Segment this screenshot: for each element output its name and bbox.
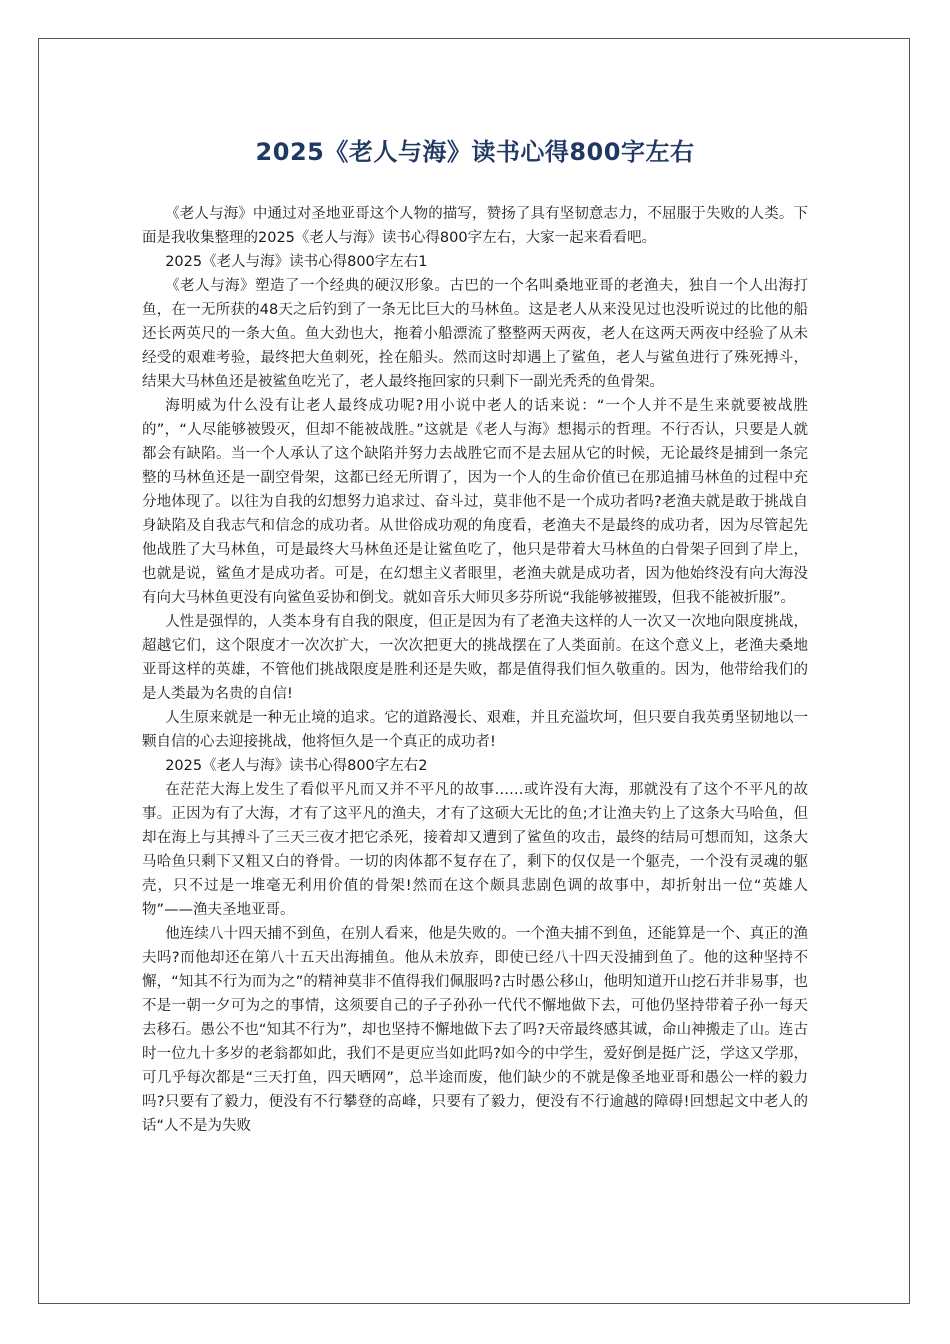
section-heading-1: 2025《老人与海》读书心得800字左右1 [165,254,428,270]
paragraph: 在茫茫大海上发生了看似平凡而又并不平凡的故事……或许没有大海，那就没有了这个不平凡的故事。正因为有了大海，才有了这平凡的渔夫，才有了这硕大无比的鱼;才让渔夫钓上了这条大马哈鱼，但却在海上与其搏斗了三天三夜才把它杀死，接着却又遭到了鲨鱼的攻击，最终的结局可想而知，这条大马哈鱼只剩下又粗又白的脊骨。一切的肉体都不复存在了，剩下的仅仅是一个躯壳，一个没有灵魂的躯壳，只不过是一堆毫无利用价值的骨架!然而在这个颇具悲剧色调的故事中，却折射出一位“英雄人物”——渔夫圣地亚哥。 [142,782,808,918]
paragraph: 海明威为什么没有让老人最终成功呢?用小说中老人的话来说：“一个人并不是生来就要被战胜的”，“人尽能够被毁灭，但却不能被战胜。”这就是《老人与海》想揭示的哲理。不行否认，只要是人就都会有缺陷。当一个人承认了这个缺陷并努力去战胜它而不是去屈从它的时候，无论最终是捕到一条完整的马林鱼还是一副空骨架，这都已经无所谓了，因为一个人的生命价值已在那追捕马林鱼的过程中充分地体现了。以往为自我的幻想努力追求过、奋斗过，莫非他不是一个成功者吗?老渔夫就是敢于挑战自身缺陷及自我志气和信念的成功者。从世俗成功观的角度看，老渔夫不是最终的成功者，因为尽管起先他战胜了大马林鱼，可是最终大马林鱼还是让鲨鱼吃了，他只是带着大马林鱼的白骨架子回到了岸上，也就是说，鲨鱼才是成功者。可是，在幻想主义者眼里，老渔夫就是成功者，因为他始终没有向大海没有向大马林鱼更没有向鲨鱼妥协和倒戈。就如音乐大师贝多芬所说“我能够被摧毁，但我不能被折服”。 [142,398,808,606]
document-title: 2025《老人与海》读书心得800字左右 [255,138,695,166]
paragraph: 人性是强悍的，人类本身有自我的限度，但正是因为有了老渔夫这样的人一次又一次地向限度挑战，超越它们，这个限度才一次次扩大，一次次把更大的挑战摆在了人类面前。在这个意义上，老渔夫桑地亚哥这样的英雄，不管他们挑战限度是胜利还是失败，都是值得我们恒久敬重的。因为，他带给我们的是人类最为名贵的自信! [142,614,808,702]
paragraph: 《老人与海》塑造了一个经典的硬汉形象。古巴的一个名叫桑地亚哥的老渔夫，独自一个人出海打鱼，在一无所获的48天之后钓到了一条无比巨大的马林鱼。这是老人从来没见过也没听说过的比他的船还长两英尺的一条大鱼。鱼大劲也大，拖着小船漂流了整整两天两夜，老人在这两天两夜中经验了从未经受的艰难考验，最终把大鱼刺死，拴在船头。然而这时却遇上了鲨鱼，老人与鲨鱼进行了殊死搏斗，结果大马林鱼还是被鲨鱼吃光了，老人最终拖回家的只剩下一副光秃秃的鱼骨架。 [142,278,808,390]
paragraph-intro: 《老人与海》中通过对圣地亚哥这个人物的描写，赞扬了具有坚韧意志力，不屈服于失败的人类。下面是我收集整理的2025《老人与海》读书心得800字左右，大家一起来看看吧。 [142,206,808,246]
section-heading-2: 2025《老人与海》读书心得800字左右2 [165,758,428,774]
paragraph: 他连续八十四天捕不到鱼，在别人看来，他是失败的。一个渔夫捕不到鱼，还能算是一个、真正的渔夫吗?而他却还在第八十五天出海捕鱼。他从未放弃，即使已经八十四天没捕到鱼了。他的这种坚持不懈，“知其不行为而为之”的精神莫非不值得我们佩服吗?古时愚公移山，他明知道开山挖石并非易事，也不是一朝一夕可为之的事情，这须要自己的子子孙孙一代代不懈地做下去，可他仍坚持带着子孙一每天去移石。愚公不也“知其不行为”，却也坚持不懈地做下去了吗?天帝最终感其诚，命山神搬走了山。连古时一位九十多岁的老翁都如此，我们不是更应当如此吗?如今的中学生，爱好倒是挺广泛，学这又学那，可几乎每次都是“三天打鱼，四天晒网”，总半途而废，他们缺少的不就是像圣地亚哥和愚公一样的毅力吗?只要有了毅力，便没有不行攀登的高峰，只要有了毅力，便没有不行逾越的障碍!回想起文中老人的话“人不是为失败 [142,926,808,1134]
document-body [142,202,808,1138]
paragraph: 人生原来就是一种无止境的追求。它的道路漫长、艰难，并且充溢坎坷，但只要自我英勇坚韧地以一颗自信的心去迎接挑战，他将恒久是一个真正的成功者! [142,710,808,750]
